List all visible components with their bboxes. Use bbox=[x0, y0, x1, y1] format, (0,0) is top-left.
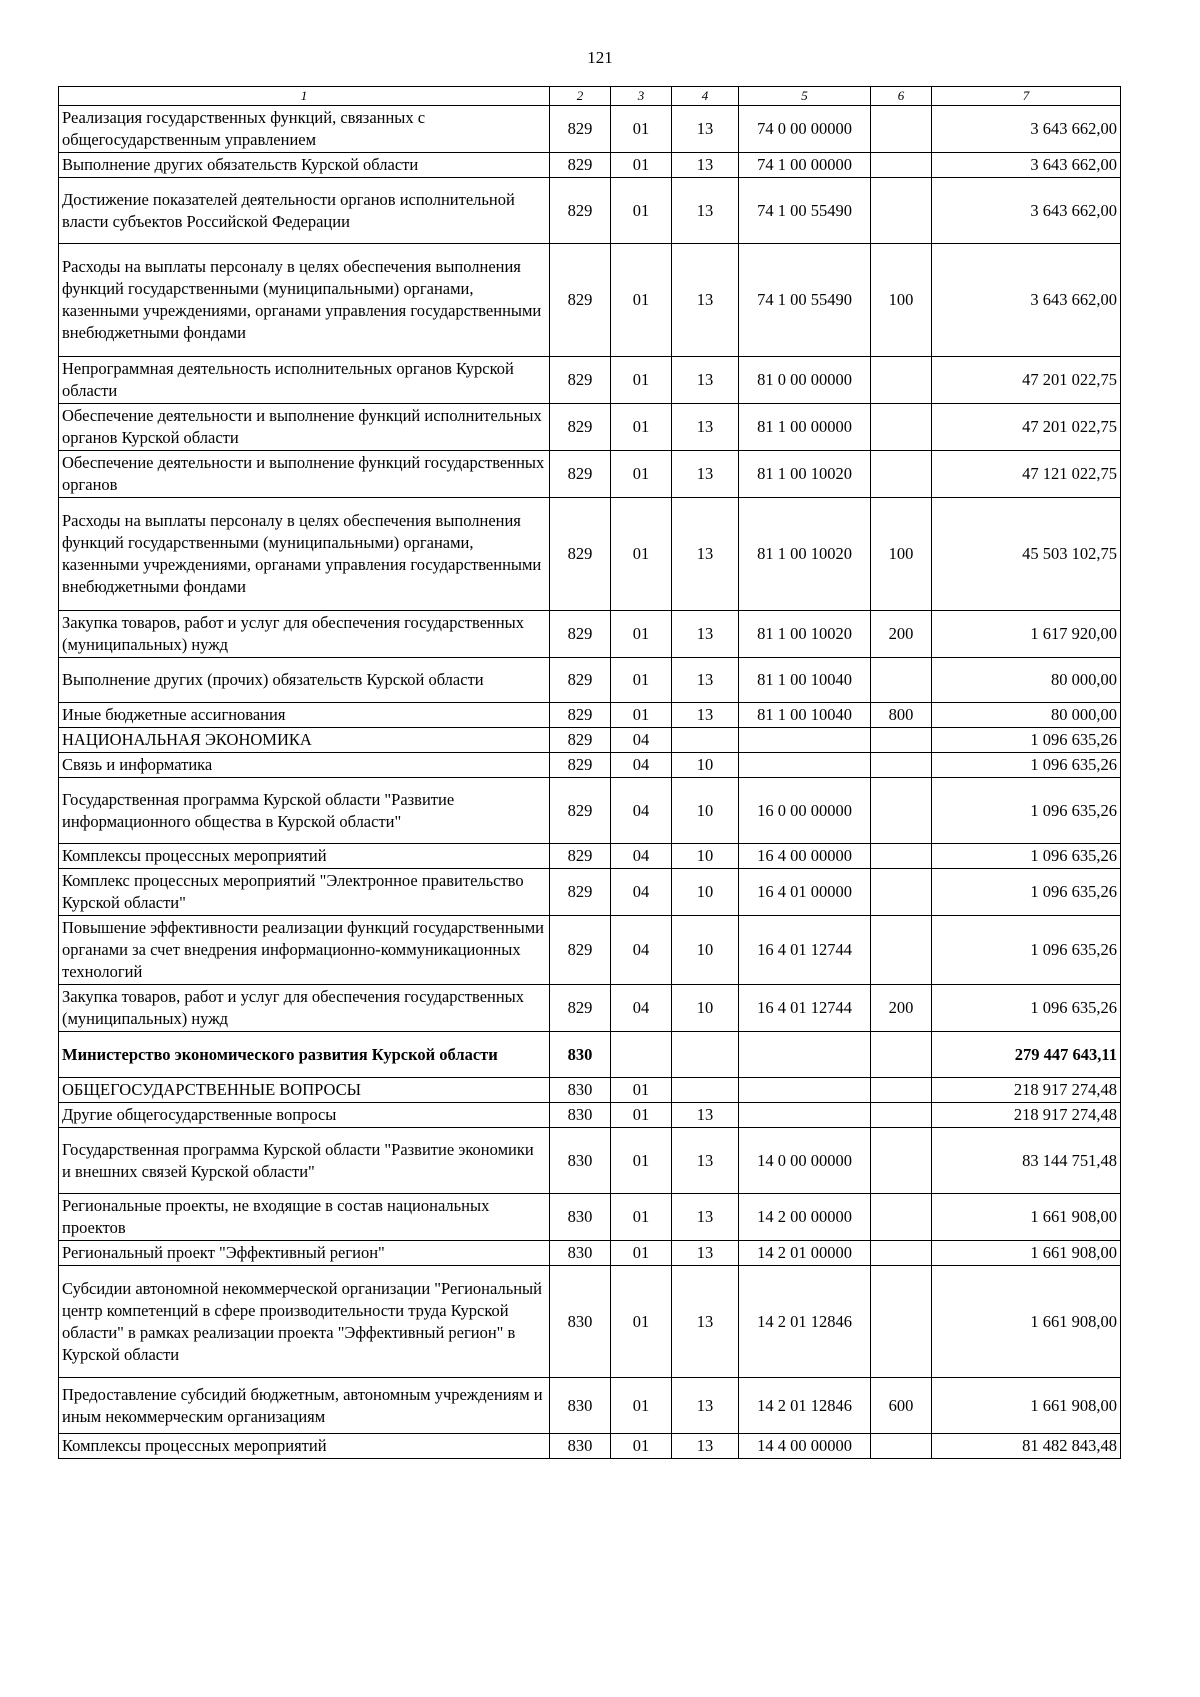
expense-type-code: 600 bbox=[871, 1378, 932, 1434]
table-row bbox=[59, 916, 1121, 985]
section-code: 01 bbox=[611, 658, 672, 703]
column-header: 7 bbox=[932, 87, 1121, 106]
subsection-code: 13 bbox=[672, 703, 739, 728]
expense-type-code bbox=[871, 153, 932, 178]
amount: 218 917 274,48 bbox=[932, 1078, 1121, 1103]
subsection-code: 10 bbox=[672, 778, 739, 844]
expense-type-code bbox=[871, 106, 932, 153]
expense-type-code bbox=[871, 451, 932, 498]
row-name: Связь и информатика bbox=[59, 753, 550, 778]
subsection-code: 13 bbox=[672, 1128, 739, 1194]
target-article-code: 81 1 00 10020 bbox=[739, 498, 871, 611]
amount: 1 096 635,26 bbox=[932, 753, 1121, 778]
row-name: Комплексы процессных мероприятий bbox=[59, 1434, 550, 1459]
subsection-code: 13 bbox=[672, 404, 739, 451]
target-article-code: 81 1 00 10040 bbox=[739, 703, 871, 728]
admin-code: 830 bbox=[550, 1241, 611, 1266]
amount: 1 096 635,26 bbox=[932, 916, 1121, 985]
section-code: 01 bbox=[611, 357, 672, 404]
target-article-code: 81 1 00 00000 bbox=[739, 404, 871, 451]
target-article-code: 16 0 00 00000 bbox=[739, 778, 871, 844]
target-article-code: 16 4 00 00000 bbox=[739, 844, 871, 869]
expense-type-code bbox=[871, 1128, 932, 1194]
subsection-code: 13 bbox=[672, 658, 739, 703]
table-row bbox=[59, 1266, 1121, 1378]
target-article-code: 16 4 01 12744 bbox=[739, 916, 871, 985]
subsection-code: 13 bbox=[672, 357, 739, 404]
table-row bbox=[59, 703, 1121, 728]
admin-code: 829 bbox=[550, 703, 611, 728]
admin-code: 830 bbox=[550, 1194, 611, 1241]
table-row bbox=[59, 985, 1121, 1032]
section-code: 04 bbox=[611, 728, 672, 753]
row-name: Комплекс процессных мероприятий "Электронное правительство Курской области" bbox=[59, 869, 550, 916]
amount: 3 643 662,00 bbox=[932, 178, 1121, 244]
table-row bbox=[59, 244, 1121, 357]
expense-type-code bbox=[871, 753, 932, 778]
section-code bbox=[611, 1032, 672, 1078]
amount: 81 482 843,48 bbox=[932, 1434, 1121, 1459]
row-name: Выполнение других (прочих) обязательств Курской области bbox=[59, 658, 550, 703]
amount: 47 201 022,75 bbox=[932, 357, 1121, 404]
expense-type-code bbox=[871, 1078, 932, 1103]
amount: 1 661 908,00 bbox=[932, 1266, 1121, 1378]
column-header: 1 bbox=[59, 87, 550, 106]
section-code: 04 bbox=[611, 753, 672, 778]
table-row bbox=[59, 1128, 1121, 1194]
expense-type-code bbox=[871, 844, 932, 869]
subsection-code bbox=[672, 1078, 739, 1103]
subsection-code: 13 bbox=[672, 106, 739, 153]
target-article-code: 14 2 00 00000 bbox=[739, 1194, 871, 1241]
admin-code: 829 bbox=[550, 611, 611, 658]
target-article-code: 16 4 01 12744 bbox=[739, 985, 871, 1032]
section-code: 04 bbox=[611, 985, 672, 1032]
column-number-row bbox=[59, 87, 1121, 106]
target-article-code: 74 1 00 55490 bbox=[739, 244, 871, 357]
expense-type-code: 800 bbox=[871, 703, 932, 728]
admin-code: 829 bbox=[550, 404, 611, 451]
amount: 218 917 274,48 bbox=[932, 1103, 1121, 1128]
expense-type-code bbox=[871, 1194, 932, 1241]
table-row bbox=[59, 1241, 1121, 1266]
expense-type-code: 100 bbox=[871, 498, 932, 611]
admin-code: 830 bbox=[550, 1032, 611, 1078]
row-name: Иные бюджетные ассигнования bbox=[59, 703, 550, 728]
target-article-code bbox=[739, 753, 871, 778]
admin-code: 829 bbox=[550, 844, 611, 869]
row-name: НАЦИОНАЛЬНАЯ ЭКОНОМИКА bbox=[59, 728, 550, 753]
target-article-code: 74 0 00 00000 bbox=[739, 106, 871, 153]
subsection-code: 13 bbox=[672, 1194, 739, 1241]
admin-code: 829 bbox=[550, 869, 611, 916]
column-header: 3 bbox=[611, 87, 672, 106]
target-article-code: 74 1 00 00000 bbox=[739, 153, 871, 178]
subsection-code: 13 bbox=[672, 498, 739, 611]
section-code: 01 bbox=[611, 1241, 672, 1266]
amount: 45 503 102,75 bbox=[932, 498, 1121, 611]
target-article-code bbox=[739, 1078, 871, 1103]
admin-code: 830 bbox=[550, 1434, 611, 1459]
row-name: Расходы на выплаты персоналу в целях обеспечения выполнения функций государственными (муниципальными) органами, казенными учреждениями, органами управления государственными внебюджетными фондами bbox=[59, 244, 550, 357]
subsection-code: 13 bbox=[672, 1434, 739, 1459]
section-code: 01 bbox=[611, 1434, 672, 1459]
admin-code: 829 bbox=[550, 357, 611, 404]
admin-code: 829 bbox=[550, 728, 611, 753]
admin-code: 829 bbox=[550, 244, 611, 357]
section-code: 01 bbox=[611, 404, 672, 451]
expense-type-code bbox=[871, 1103, 932, 1128]
row-name: Выполнение других обязательств Курской области bbox=[59, 153, 550, 178]
subsection-code: 13 bbox=[672, 611, 739, 658]
target-article-code: 81 1 00 10040 bbox=[739, 658, 871, 703]
admin-code: 829 bbox=[550, 498, 611, 611]
table-row bbox=[59, 1434, 1121, 1459]
column-header: 4 bbox=[672, 87, 739, 106]
section-code: 01 bbox=[611, 1103, 672, 1128]
table-row bbox=[59, 869, 1121, 916]
expense-type-code bbox=[871, 357, 932, 404]
expense-type-code bbox=[871, 178, 932, 244]
subsection-code: 13 bbox=[672, 451, 739, 498]
amount: 3 643 662,00 bbox=[932, 106, 1121, 153]
target-article-code: 81 1 00 10020 bbox=[739, 451, 871, 498]
subsection-code: 10 bbox=[672, 753, 739, 778]
section-code: 01 bbox=[611, 703, 672, 728]
budget-table bbox=[58, 86, 1121, 1459]
amount: 1 096 635,26 bbox=[932, 985, 1121, 1032]
table-row bbox=[59, 753, 1121, 778]
amount: 279 447 643,11 bbox=[932, 1032, 1121, 1078]
table-row bbox=[59, 1078, 1121, 1103]
section-code: 01 bbox=[611, 498, 672, 611]
expense-type-code bbox=[871, 404, 932, 451]
expense-type-code: 100 bbox=[871, 244, 932, 357]
expense-type-code bbox=[871, 728, 932, 753]
section-code: 01 bbox=[611, 1266, 672, 1378]
admin-code: 829 bbox=[550, 753, 611, 778]
subsection-code bbox=[672, 728, 739, 753]
amount: 1 617 920,00 bbox=[932, 611, 1121, 658]
row-name: Расходы на выплаты персоналу в целях обеспечения выполнения функций государственными (муниципальными) органами, казенными учреждениями, органами управления государственными внебюджетными фондами bbox=[59, 498, 550, 611]
column-header: 2 bbox=[550, 87, 611, 106]
row-name: Субсидии автономной некоммерческой организации "Региональный центр компетенций в сфере производительности труда Курской области" в рамках реализации проекта "Эффективный регион" в Курской области bbox=[59, 1266, 550, 1378]
subsection-code: 13 bbox=[672, 1241, 739, 1266]
admin-code: 830 bbox=[550, 1103, 611, 1128]
expense-type-code: 200 bbox=[871, 985, 932, 1032]
row-name: Непрограммная деятельность исполнительных органов Курской области bbox=[59, 357, 550, 404]
expense-type-code bbox=[871, 778, 932, 844]
section-code: 04 bbox=[611, 869, 672, 916]
subsection-code bbox=[672, 1032, 739, 1078]
target-article-code: 16 4 01 00000 bbox=[739, 869, 871, 916]
amount: 47 121 022,75 bbox=[932, 451, 1121, 498]
table-row bbox=[59, 658, 1121, 703]
row-name: Повышение эффективности реализации функций государственными органами за счет внедрения информационно-коммуникационных технологий bbox=[59, 916, 550, 985]
table-row bbox=[59, 1378, 1121, 1434]
table-row bbox=[59, 1103, 1121, 1128]
row-name: ОБЩЕГОСУДАРСТВЕННЫЕ ВОПРОСЫ bbox=[59, 1078, 550, 1103]
admin-code: 830 bbox=[550, 1378, 611, 1434]
row-name: Обеспечение деятельности и выполнение функций исполнительных органов Курской области bbox=[59, 404, 550, 451]
section-code: 01 bbox=[611, 178, 672, 244]
section-code: 01 bbox=[611, 451, 672, 498]
admin-code: 829 bbox=[550, 985, 611, 1032]
subsection-code: 10 bbox=[672, 985, 739, 1032]
section-code: 04 bbox=[611, 916, 672, 985]
subsection-code: 10 bbox=[672, 844, 739, 869]
section-code: 01 bbox=[611, 244, 672, 357]
admin-code: 830 bbox=[550, 1266, 611, 1378]
table-row bbox=[59, 498, 1121, 611]
amount: 83 144 751,48 bbox=[932, 1128, 1121, 1194]
expense-type-code: 200 bbox=[871, 611, 932, 658]
row-name: Министерство экономического развития Курской области bbox=[59, 1032, 550, 1078]
table-row bbox=[59, 1194, 1121, 1241]
amount: 1 096 635,26 bbox=[932, 869, 1121, 916]
expense-type-code bbox=[871, 658, 932, 703]
row-name: Другие общегосударственные вопросы bbox=[59, 1103, 550, 1128]
admin-code: 829 bbox=[550, 106, 611, 153]
table-row bbox=[59, 778, 1121, 844]
page-number: 121 bbox=[587, 48, 613, 67]
row-name: Реализация государственных функций, связанных с общегосударственным управлением bbox=[59, 106, 550, 153]
row-name: Региональный проект "Эффективный регион" bbox=[59, 1241, 550, 1266]
section-code: 01 bbox=[611, 611, 672, 658]
table-row bbox=[59, 844, 1121, 869]
section-code: 04 bbox=[611, 778, 672, 844]
expense-type-code bbox=[871, 1032, 932, 1078]
row-name: Региональные проекты, не входящие в состав национальных проектов bbox=[59, 1194, 550, 1241]
target-article-code: 14 2 01 00000 bbox=[739, 1241, 871, 1266]
target-article-code: 14 0 00 00000 bbox=[739, 1128, 871, 1194]
expense-type-code bbox=[871, 916, 932, 985]
target-article-code bbox=[739, 1032, 871, 1078]
table-row bbox=[59, 1032, 1121, 1078]
table-row bbox=[59, 451, 1121, 498]
table-body bbox=[59, 106, 1121, 1459]
section-code: 01 bbox=[611, 153, 672, 178]
expense-type-code bbox=[871, 1241, 932, 1266]
admin-code: 829 bbox=[550, 658, 611, 703]
subsection-code: 10 bbox=[672, 869, 739, 916]
target-article-code: 14 4 00 00000 bbox=[739, 1434, 871, 1459]
admin-code: 829 bbox=[550, 451, 611, 498]
table-row bbox=[59, 178, 1121, 244]
admin-code: 829 bbox=[550, 916, 611, 985]
amount: 1 661 908,00 bbox=[932, 1194, 1121, 1241]
admin-code: 829 bbox=[550, 178, 611, 244]
section-code: 01 bbox=[611, 106, 672, 153]
subsection-code: 13 bbox=[672, 1103, 739, 1128]
amount: 47 201 022,75 bbox=[932, 404, 1121, 451]
target-article-code: 81 0 00 00000 bbox=[739, 357, 871, 404]
amount: 1 661 908,00 bbox=[932, 1378, 1121, 1434]
target-article-code: 74 1 00 55490 bbox=[739, 178, 871, 244]
subsection-code: 13 bbox=[672, 178, 739, 244]
admin-code: 829 bbox=[550, 778, 611, 844]
table-row bbox=[59, 611, 1121, 658]
target-article-code: 81 1 00 10020 bbox=[739, 611, 871, 658]
expense-type-code bbox=[871, 869, 932, 916]
admin-code: 830 bbox=[550, 1078, 611, 1103]
row-name: Обеспечение деятельности и выполнение функций государственных органов bbox=[59, 451, 550, 498]
amount: 1 096 635,26 bbox=[932, 728, 1121, 753]
admin-code: 830 bbox=[550, 1128, 611, 1194]
row-name: Комплексы процессных мероприятий bbox=[59, 844, 550, 869]
table-row bbox=[59, 153, 1121, 178]
subsection-code: 13 bbox=[672, 153, 739, 178]
table-row bbox=[59, 728, 1121, 753]
row-name: Достижение показателей деятельности органов исполнительной власти субъектов Российской Федерации bbox=[59, 178, 550, 244]
table-row bbox=[59, 106, 1121, 153]
admin-code: 829 bbox=[550, 153, 611, 178]
section-code: 01 bbox=[611, 1128, 672, 1194]
section-code: 01 bbox=[611, 1378, 672, 1434]
amount: 1 096 635,26 bbox=[932, 844, 1121, 869]
row-name: Закупка товаров, работ и услуг для обеспечения государственных (муниципальных) нужд bbox=[59, 985, 550, 1032]
column-header: 6 bbox=[871, 87, 932, 106]
subsection-code: 13 bbox=[672, 1266, 739, 1378]
row-name: Государственная программа Курской области "Развитие экономики и внешних связей Курской области" bbox=[59, 1128, 550, 1194]
target-article-code: 14 2 01 12846 bbox=[739, 1266, 871, 1378]
amount: 1 096 635,26 bbox=[932, 778, 1121, 844]
subsection-code: 13 bbox=[672, 244, 739, 357]
expense-type-code bbox=[871, 1434, 932, 1459]
expense-type-code bbox=[871, 1266, 932, 1378]
subsection-code: 13 bbox=[672, 1378, 739, 1434]
target-article-code: 14 2 01 12846 bbox=[739, 1378, 871, 1434]
amount: 3 643 662,00 bbox=[932, 244, 1121, 357]
amount: 1 661 908,00 bbox=[932, 1241, 1121, 1266]
section-code: 04 bbox=[611, 844, 672, 869]
amount: 80 000,00 bbox=[932, 658, 1121, 703]
section-code: 01 bbox=[611, 1194, 672, 1241]
table-row bbox=[59, 404, 1121, 451]
row-name: Государственная программа Курской области "Развитие информационного общества в Курской области" bbox=[59, 778, 550, 844]
amount: 3 643 662,00 bbox=[932, 153, 1121, 178]
column-header: 5 bbox=[739, 87, 871, 106]
target-article-code bbox=[739, 1103, 871, 1128]
amount: 80 000,00 bbox=[932, 703, 1121, 728]
row-name: Предоставление субсидий бюджетным, автономным учреждениям и иным некоммерческим организациям bbox=[59, 1378, 550, 1434]
target-article-code bbox=[739, 728, 871, 753]
row-name: Закупка товаров, работ и услуг для обеспечения государственных (муниципальных) нужд bbox=[59, 611, 550, 658]
subsection-code: 10 bbox=[672, 916, 739, 985]
section-code: 01 bbox=[611, 1078, 672, 1103]
table-row bbox=[59, 357, 1121, 404]
